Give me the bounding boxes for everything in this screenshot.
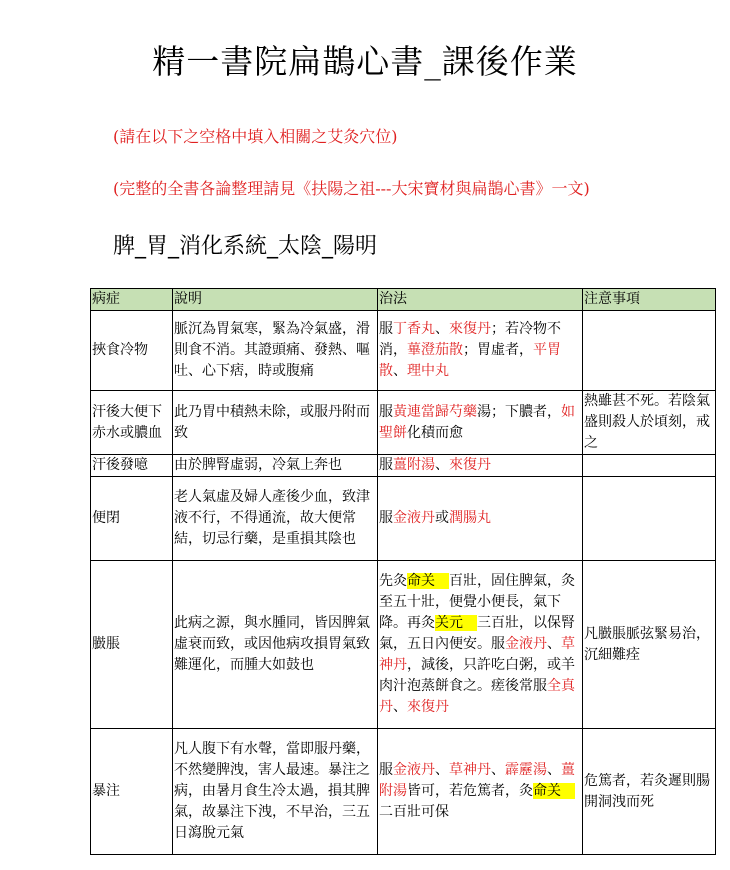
treatment-text: ；胃虛者，	[463, 342, 533, 358]
treatment-cell	[378, 561, 583, 729]
table-row	[91, 561, 716, 729]
treatment-cell	[378, 477, 583, 561]
description-cell: 老人氣虛及婦人產後少血，致津液不行，不得通流，故大便常結，切忌行藥，是重損其陰也	[173, 477, 378, 561]
table-row	[91, 477, 716, 561]
treatment-cell	[378, 455, 583, 477]
disease-cell: 挾食冷物	[91, 311, 173, 391]
treatment-cell	[378, 311, 583, 391]
caution-cell: 熱雖甚不死。若陰氣盛則殺人於頃刻，戒之	[583, 391, 716, 455]
remedy-name: 來復丹	[449, 457, 491, 473]
treatment-text: 三百壯，以保腎氣，五日內便安。服	[379, 615, 575, 652]
remedy-name: 丁香丸	[393, 321, 435, 337]
remedy-name: 薑附湯	[379, 762, 575, 799]
header-disease: 病症	[91, 289, 173, 311]
disease-cell: 便閉	[91, 477, 173, 561]
caution-cell	[583, 477, 716, 561]
treatment-text: 化積而愈	[407, 424, 463, 441]
remedy-name: 理中丸	[407, 363, 449, 379]
disease-cell: 臌脹	[91, 561, 173, 729]
remedy-name: 潤腸丸	[449, 510, 491, 526]
caution-cell: 凡臌脹脈弦緊易治，沉細難痊	[583, 561, 716, 729]
treatment-text: 先灸	[379, 573, 407, 589]
treatment-text: 、	[393, 363, 407, 379]
reference-note: (完整的全書各論整理請見《扶陽之祖---大宋寶材與扁鵲心書》一文)	[113, 179, 590, 198]
caution-cell: 危篤者，若灸遲則腸開洞洩而死	[583, 729, 716, 855]
description-cell: 脈沉為胃氣寒，緊為冷氣盛，滑則食不消。其證頭痛、發熱、嘔吐、心下痞，時或腹痛	[173, 311, 378, 391]
treatment-text: 、	[435, 762, 449, 778]
table-header-row	[91, 289, 716, 311]
table-row	[91, 729, 716, 855]
disease-cell: 汗後發噫	[91, 455, 173, 477]
remedy-name: 金液丹	[393, 510, 435, 526]
page-title: 精一書院扁鵲心書_課後作業	[152, 42, 578, 81]
treatment-text: 、	[393, 699, 407, 715]
section-heading: 脾_胃_消化系統_太陰_陽明	[113, 234, 378, 259]
caution-cell	[583, 311, 716, 391]
remedy-name: 草神丹	[449, 762, 491, 778]
remedy-name: 平胃散	[379, 342, 561, 379]
treatment-text: 服	[379, 403, 393, 420]
remedy-name: 來復丹	[407, 699, 449, 715]
treatment-text: 服	[379, 321, 393, 337]
remedy-name: 來復丹	[449, 321, 491, 337]
treatment-text: 皆可，若危篤者，灸	[407, 783, 533, 799]
description-cell: 凡人腹下有水聲，當即服丹藥，不然變脾洩，害人最速。暴注之病，由暑月食生冷太過，損其脾氣，故暴注下洩，不早治，三五日瀉脫元氣	[173, 729, 378, 855]
treatment-text: 二百壯可保	[379, 804, 449, 820]
table-row	[91, 455, 716, 477]
remedy-name: 金液丹	[505, 636, 547, 652]
description-cell: 此病之源，與水腫同，皆因脾氣虛衰而致，或因他病攻損胃氣致難運化，而腫大如鼓也	[173, 561, 378, 729]
remedy-name: 草神丹	[379, 636, 575, 673]
acupoint-answer-field[interactable]: 关元	[435, 615, 477, 631]
remedy-name: 霹靂湯	[505, 762, 547, 778]
header-caution: 注意事項	[583, 289, 716, 311]
treatment-text: 服	[379, 457, 393, 473]
description-cell: 由於脾腎虛弱，冷氣上奔也	[173, 455, 378, 477]
disease-cell: 暴注	[91, 729, 173, 855]
remedy-name: 如聖餅	[379, 403, 575, 441]
description-cell: 此乃胃中積熱未除，或服丹附而致	[173, 391, 378, 455]
treatment-text: 服	[379, 510, 393, 526]
treatment-text: 服	[379, 762, 393, 778]
remedy-name: 全真丹	[379, 678, 575, 715]
acupoint-table	[90, 288, 716, 855]
treatment-text: 湯；下膿者，	[477, 403, 561, 420]
table-body	[91, 311, 716, 855]
remedy-name: 黃連當歸芍藥	[393, 403, 477, 420]
treatment-text: ；若冷物不消，	[379, 321, 561, 358]
table-row	[91, 391, 716, 455]
treatment-text: ，減後，只許吃白粥，或羊肉汁泡蒸餅食之。瘥後常服	[379, 657, 575, 694]
treatment-cell	[378, 729, 583, 855]
treatment-text: 、	[491, 762, 505, 778]
header-treatment: 治法	[378, 289, 583, 311]
remedy-name: 金液丹	[393, 762, 435, 778]
treatment-text: 或	[435, 510, 449, 526]
treatment-cell	[378, 391, 583, 455]
acupoint-answer-field[interactable]: 命关	[407, 573, 449, 589]
treatment-text: 、	[435, 457, 449, 473]
treatment-text: 、	[435, 321, 449, 337]
remedy-name: 蓽澄茄散	[407, 342, 463, 358]
treatment-text: 、	[547, 762, 561, 778]
remedy-name: 薑附湯	[393, 457, 435, 473]
disease-cell: 汗後大便下赤水或膿血	[91, 391, 173, 455]
header-description: 說明	[173, 289, 378, 311]
treatment-text: 、	[547, 636, 561, 652]
table-row	[91, 311, 716, 391]
treatment-text: 百壯，固住脾氣，灸至五十壯，便覺小便長，氣下降。再灸	[379, 573, 575, 631]
acupoint-answer-field[interactable]: 命关	[533, 783, 575, 799]
instruction-note: (請在以下之空格中填入相關之艾灸穴位)	[113, 127, 398, 146]
caution-cell	[583, 455, 716, 477]
